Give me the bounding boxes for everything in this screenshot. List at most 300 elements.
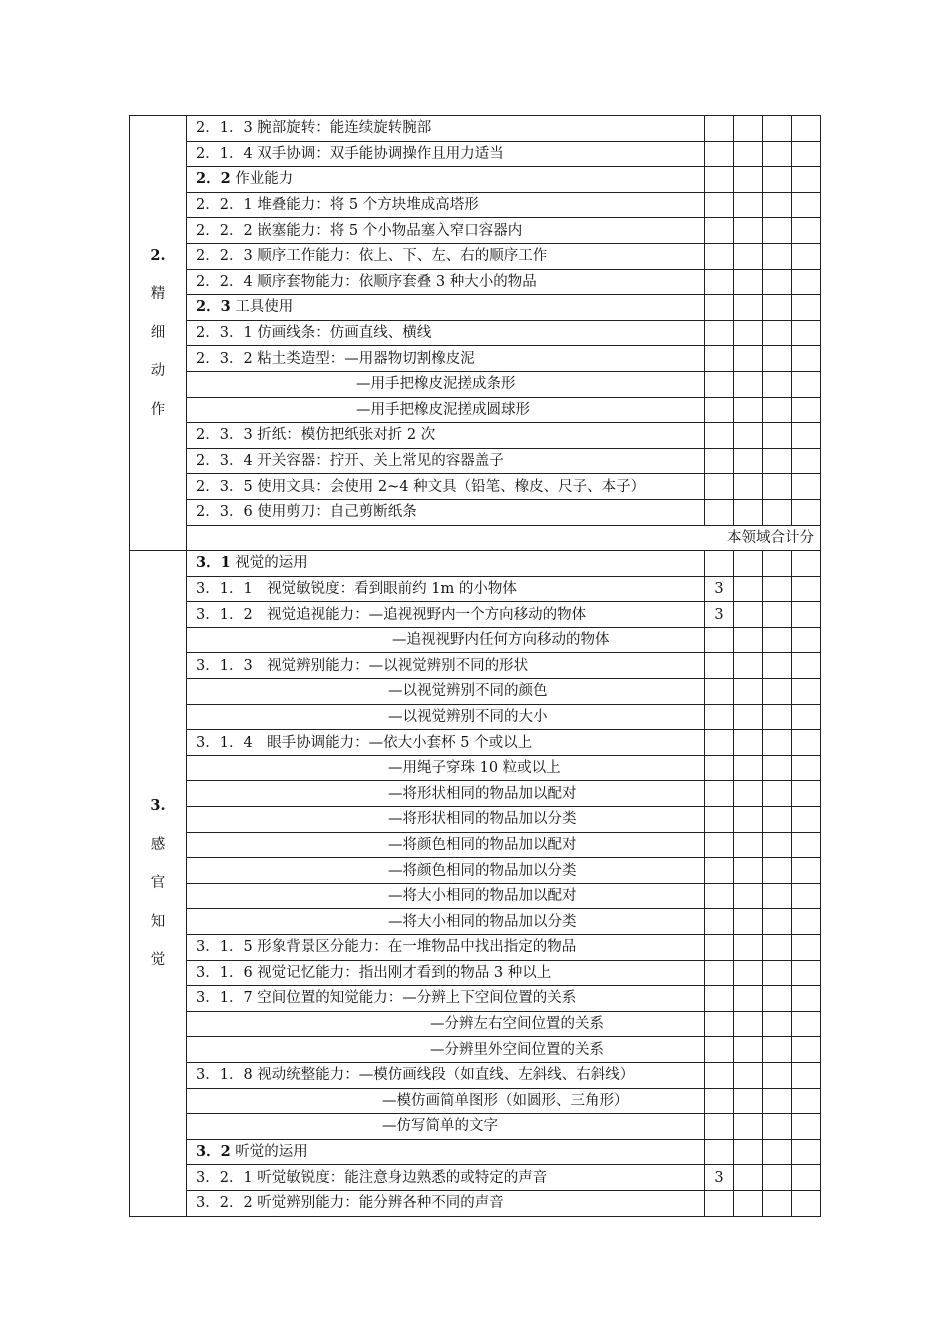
subsection-heading	[187, 295, 705, 321]
score-cell	[792, 755, 821, 781]
score-cell	[705, 192, 734, 218]
item-text	[187, 602, 705, 628]
table-row	[130, 116, 821, 142]
score-cell	[705, 960, 734, 986]
item-text	[187, 346, 705, 372]
category-label-char: 感	[150, 836, 166, 853]
item-label: 2．3．1 仿画线条：仿画直线、横线	[196, 325, 432, 342]
score-cell	[734, 346, 763, 372]
score-cell	[792, 499, 821, 525]
item-text	[187, 627, 705, 653]
item-text	[187, 1011, 705, 1037]
table-row	[130, 935, 821, 961]
table-row	[130, 1165, 821, 1191]
score-cell	[792, 679, 821, 705]
item-text	[187, 653, 705, 679]
score-cell	[792, 192, 821, 218]
score-cell	[792, 141, 821, 167]
score-cell	[705, 781, 734, 807]
score-cell	[705, 1011, 734, 1037]
score-cell	[734, 1139, 763, 1165]
item-label: 3．1．4 眼手协调能力：—依大小套杯 5 个或以上	[196, 734, 533, 751]
item-label: 3．1．8 视动统整能力：—模仿画线段（如直线、左斜线、右斜线）	[196, 1067, 635, 1084]
item-label: 2．3．4 开关容器：拧开、关上常见的容器盖子	[196, 453, 504, 470]
score-cell	[734, 858, 763, 884]
item-label: 2．3．5 使用文具：会使用 2~4 种文具（铅笔、橡皮、尺子、本子）	[196, 478, 646, 495]
category-label-char: 知	[150, 913, 166, 930]
score-cell	[792, 320, 821, 346]
score-cell	[705, 858, 734, 884]
category-number: 3.	[150, 797, 166, 815]
score-cell	[763, 346, 792, 372]
item-label: 3．1．7 空间位置的知觉能力：—分辨上下空间位置的关系	[196, 990, 577, 1007]
score-cell	[734, 653, 763, 679]
score-cell	[763, 602, 792, 628]
subsection-heading	[187, 551, 705, 577]
table-row	[130, 883, 821, 909]
score-cell	[734, 781, 763, 807]
score-cell	[734, 807, 763, 833]
item-text	[187, 730, 705, 756]
score-cell	[792, 371, 821, 397]
item-text	[187, 704, 705, 730]
item-text	[187, 960, 705, 986]
score-cell	[734, 499, 763, 525]
score-cell	[734, 116, 763, 142]
table-row	[130, 192, 821, 218]
category-cell	[130, 116, 187, 551]
score-cell	[792, 883, 821, 909]
assessment-table-body	[130, 116, 821, 1217]
score-cell	[763, 960, 792, 986]
table-row	[130, 704, 821, 730]
subsection-number: 2．3	[196, 298, 231, 316]
table-row	[130, 730, 821, 756]
score-cell	[734, 320, 763, 346]
table-row	[130, 1139, 821, 1165]
table-row	[130, 1011, 821, 1037]
score-cell	[734, 1011, 763, 1037]
score-cell	[763, 243, 792, 269]
score-cell	[734, 679, 763, 705]
score-cell	[705, 295, 734, 321]
item-label: —将大小相同的物品加以配对	[388, 888, 577, 905]
item-text	[187, 755, 705, 781]
score-cell: 3	[705, 576, 734, 602]
item-label: 2．2．4 顺序套物能力：依顺序套叠 3 种大小的物品	[196, 273, 537, 290]
score-cell	[792, 1139, 821, 1165]
table-row	[130, 1114, 821, 1140]
score-cell	[705, 1062, 734, 1088]
table-row	[130, 320, 821, 346]
item-label: —分辨左右空间位置的关系	[430, 1016, 604, 1033]
item-text	[187, 781, 705, 807]
item-text	[187, 909, 705, 935]
score-cell	[734, 909, 763, 935]
score-cell	[763, 986, 792, 1012]
table-row	[130, 474, 821, 500]
score-cell	[763, 167, 792, 193]
score-cell	[792, 858, 821, 884]
item-label: 2．3．6 使用剪刀：自己剪断纸条	[196, 504, 417, 521]
score-cell	[705, 397, 734, 423]
subsection-number: 2．2	[196, 170, 231, 188]
table-row	[130, 141, 821, 167]
table-row	[130, 858, 821, 884]
score-cell	[763, 551, 792, 577]
category-label-char: 官	[150, 875, 166, 892]
category-label-char: 觉	[150, 952, 166, 969]
score-cell	[763, 474, 792, 500]
score-cell	[792, 448, 821, 474]
score-cell	[763, 704, 792, 730]
subsection-title: 听觉的运用	[230, 1144, 308, 1161]
score-cell	[763, 576, 792, 602]
score-cell	[734, 551, 763, 577]
score-cell	[792, 346, 821, 372]
item-label: —分辨里外空间位置的关系	[430, 1041, 604, 1058]
score-cell	[705, 807, 734, 833]
table-row	[130, 243, 821, 269]
score-cell	[763, 1190, 792, 1216]
subsection-number: 3．1	[196, 554, 231, 572]
score-cell: 3	[705, 1165, 734, 1191]
score-cell	[763, 397, 792, 423]
item-label: 2．3．2 粘土类造型：—用器物切割橡皮泥	[196, 350, 475, 367]
score-cell	[792, 551, 821, 577]
score-cell	[763, 730, 792, 756]
subsection-title: 作业能力	[230, 171, 294, 188]
item-label: —用手把橡皮泥搓成条形	[356, 376, 516, 393]
score-cell	[734, 474, 763, 500]
category-label-char: 精	[150, 286, 166, 303]
score-cell	[763, 1062, 792, 1088]
score-cell	[705, 1037, 734, 1063]
score-cell	[705, 499, 734, 525]
item-label: 3．1．3 视觉辨别能力：—以视觉辨别不同的形状	[196, 657, 529, 674]
item-label: —将颜色相同的物品加以配对	[388, 836, 577, 853]
subsection-heading	[187, 167, 705, 193]
item-label: —仿写简单的文字	[382, 1118, 498, 1135]
score-cell	[792, 602, 821, 628]
score-cell	[763, 858, 792, 884]
score-cell	[792, 1062, 821, 1088]
table-row	[130, 499, 821, 525]
score-cell	[792, 1037, 821, 1063]
score-cell	[734, 1165, 763, 1191]
table-row	[130, 448, 821, 474]
table-row	[130, 627, 821, 653]
table-row	[130, 1088, 821, 1114]
item-text	[187, 986, 705, 1012]
score-cell	[705, 218, 734, 244]
score-cell	[705, 167, 734, 193]
item-text	[187, 116, 705, 142]
item-label: —用绳子穿珠 10 粒或以上	[388, 760, 561, 777]
score-cell	[763, 832, 792, 858]
item-text	[187, 218, 705, 244]
score-cell	[705, 627, 734, 653]
score-cell	[734, 243, 763, 269]
score-cell	[792, 269, 821, 295]
item-text	[187, 935, 705, 961]
score-cell	[705, 346, 734, 372]
score-cell	[763, 116, 792, 142]
score-cell	[705, 1088, 734, 1114]
score-cell	[734, 627, 763, 653]
score-cell	[763, 1165, 792, 1191]
item-label: —追视视野内任何方向移动的物体	[392, 632, 610, 649]
item-text	[187, 576, 705, 602]
score-cell	[792, 116, 821, 142]
item-label: 2．2．1 堆叠能力：将 5 个方块堆成高塔形	[196, 197, 479, 214]
score-cell	[792, 986, 821, 1012]
score-cell	[705, 1190, 734, 1216]
score-cell	[763, 679, 792, 705]
score-cell	[792, 781, 821, 807]
score-cell	[734, 730, 763, 756]
score-cell	[705, 423, 734, 449]
score-cell	[763, 320, 792, 346]
item-text	[187, 320, 705, 346]
item-label: 2．2．2 嵌塞能力：将 5 个小物品塞入窄口容器内	[196, 222, 523, 239]
table-row	[130, 295, 821, 321]
score-cell	[763, 499, 792, 525]
score-cell	[734, 576, 763, 602]
score-cell	[792, 935, 821, 961]
score-cell	[734, 704, 763, 730]
item-text	[187, 1088, 705, 1114]
score-cell	[705, 704, 734, 730]
subsection-title: 视觉的运用	[230, 555, 308, 572]
item-text	[187, 448, 705, 474]
score-cell	[734, 602, 763, 628]
score-cell	[763, 935, 792, 961]
table-row	[130, 346, 821, 372]
score-cell	[763, 218, 792, 244]
score-cell	[792, 576, 821, 602]
item-text	[187, 858, 705, 884]
score-cell	[705, 448, 734, 474]
score-cell	[763, 627, 792, 653]
item-label: 3．1．1 视觉敏锐度：看到眼前约 1m 的小物体	[196, 580, 517, 597]
item-text	[187, 807, 705, 833]
score-cell	[763, 909, 792, 935]
score-cell	[792, 218, 821, 244]
item-label: 3．1．2 视觉追视能力：—追视视野内一个方向移动的物体	[196, 606, 587, 623]
table-row	[130, 909, 821, 935]
score-cell	[734, 755, 763, 781]
subsection-heading	[187, 1139, 705, 1165]
score-cell	[792, 295, 821, 321]
score-cell	[763, 781, 792, 807]
score-cell	[792, 960, 821, 986]
score-cell	[705, 909, 734, 935]
score-cell	[763, 269, 792, 295]
score-cell	[705, 986, 734, 1012]
score-cell	[763, 1114, 792, 1140]
score-cell	[792, 1088, 821, 1114]
score-cell	[792, 397, 821, 423]
score-cell	[763, 1139, 792, 1165]
score-cell	[705, 653, 734, 679]
score-cell	[734, 397, 763, 423]
score-cell	[705, 755, 734, 781]
score-cell	[705, 1139, 734, 1165]
table-row	[130, 960, 821, 986]
item-text	[187, 1062, 705, 1088]
table-row	[130, 986, 821, 1012]
score-cell	[792, 704, 821, 730]
table-row	[130, 423, 821, 449]
score-cell	[763, 755, 792, 781]
score-cell	[792, 807, 821, 833]
score-cell	[705, 935, 734, 961]
item-text	[187, 423, 705, 449]
item-text	[187, 1165, 705, 1191]
item-text	[187, 371, 705, 397]
score-cell	[763, 1011, 792, 1037]
score-cell	[792, 1165, 821, 1191]
score-cell	[734, 218, 763, 244]
table-row	[130, 1190, 821, 1216]
item-text	[187, 243, 705, 269]
item-text	[187, 679, 705, 705]
score-cell	[734, 1037, 763, 1063]
score-cell	[734, 141, 763, 167]
score-cell	[705, 141, 734, 167]
score-cell	[734, 1114, 763, 1140]
category-label-char: 动	[150, 363, 166, 380]
domain-total-label: 本领域合计分	[187, 525, 821, 551]
table-row	[130, 397, 821, 423]
table-row	[130, 551, 821, 577]
score-cell	[763, 141, 792, 167]
score-cell	[792, 474, 821, 500]
table-row	[130, 167, 821, 193]
score-cell	[734, 986, 763, 1012]
score-cell	[705, 474, 734, 500]
score-cell	[763, 371, 792, 397]
score-cell	[734, 1190, 763, 1216]
score-cell: 3	[705, 602, 734, 628]
item-label: 2．1．3 腕部旋转：能连续旋转腕部	[196, 120, 432, 137]
subsection-number: 3．2	[196, 1143, 231, 1161]
item-label: —用手把橡皮泥搓成圆球形	[356, 401, 530, 418]
score-cell	[763, 423, 792, 449]
total-row	[130, 525, 821, 551]
score-cell	[734, 192, 763, 218]
score-cell	[734, 269, 763, 295]
score-cell	[734, 448, 763, 474]
score-cell	[734, 935, 763, 961]
subsection-title: 工具使用	[230, 299, 294, 316]
item-label: —以视觉辨别不同的颜色	[388, 683, 548, 700]
table-row	[130, 602, 821, 628]
score-cell	[792, 627, 821, 653]
item-label: 2．3．3 折纸：模仿把纸张对折 2 次	[196, 427, 436, 444]
category-label-char: 作	[150, 401, 166, 418]
table-row	[130, 755, 821, 781]
table-row	[130, 269, 821, 295]
item-label: —将形状相同的物品加以分类	[388, 811, 577, 828]
score-cell	[734, 371, 763, 397]
table-row	[130, 218, 821, 244]
score-cell	[763, 192, 792, 218]
score-cell	[763, 1088, 792, 1114]
item-text	[187, 499, 705, 525]
table-row	[130, 832, 821, 858]
item-text	[187, 1114, 705, 1140]
score-cell	[705, 883, 734, 909]
score-cell	[705, 243, 734, 269]
table-row	[130, 679, 821, 705]
item-text	[187, 474, 705, 500]
item-text	[187, 883, 705, 909]
score-cell	[792, 730, 821, 756]
score-cell	[734, 832, 763, 858]
score-cell	[763, 807, 792, 833]
item-label: 3．2．1 听觉敏锐度：能注意身边熟悉的或特定的声音	[196, 1169, 548, 1186]
score-cell	[792, 909, 821, 935]
score-cell	[705, 730, 734, 756]
score-cell	[763, 1037, 792, 1063]
score-cell	[792, 423, 821, 449]
score-cell	[734, 883, 763, 909]
item-text	[187, 141, 705, 167]
score-cell	[734, 423, 763, 449]
table-row	[130, 576, 821, 602]
item-label: —将大小相同的物品加以分类	[388, 913, 577, 930]
item-text	[187, 397, 705, 423]
table-row	[130, 781, 821, 807]
assessment-table	[129, 115, 821, 1217]
score-cell	[792, 167, 821, 193]
table-row	[130, 807, 821, 833]
table-row	[130, 653, 821, 679]
score-cell	[705, 832, 734, 858]
score-cell	[792, 832, 821, 858]
item-label: 3．2．2 听觉辨别能力：能分辨各种不同的声音	[196, 1195, 504, 1212]
item-text	[187, 1190, 705, 1216]
score-cell	[792, 243, 821, 269]
score-cell	[705, 1114, 734, 1140]
item-label: 3．1．5 形象背景区分能力：在一堆物品中找出指定的物品	[196, 939, 577, 956]
score-cell	[705, 269, 734, 295]
item-label: —将颜色相同的物品加以分类	[388, 862, 577, 879]
score-cell	[792, 1190, 821, 1216]
score-cell	[734, 960, 763, 986]
score-cell	[734, 295, 763, 321]
score-cell	[792, 1011, 821, 1037]
item-label: —以视觉辨别不同的大小	[388, 708, 548, 725]
score-cell	[763, 295, 792, 321]
table-row	[130, 1037, 821, 1063]
item-label: —模仿画简单图形（如圆形、三角形）	[382, 1092, 629, 1109]
item-label: 2．2．3 顺序工作能力：依上、下、左、右的顺序工作	[196, 248, 548, 265]
item-label: 3．1．6 视觉记忆能力：指出刚才看到的物品 3 种以上	[196, 964, 552, 981]
item-text	[187, 192, 705, 218]
score-cell	[705, 679, 734, 705]
score-cell	[705, 116, 734, 142]
score-cell	[763, 883, 792, 909]
item-label: 2．1．4 双手协调：双手能协调操作且用力适当	[196, 145, 504, 162]
item-text	[187, 269, 705, 295]
score-cell	[734, 1088, 763, 1114]
score-cell	[792, 653, 821, 679]
score-cell	[705, 320, 734, 346]
category-number: 2.	[150, 246, 166, 264]
